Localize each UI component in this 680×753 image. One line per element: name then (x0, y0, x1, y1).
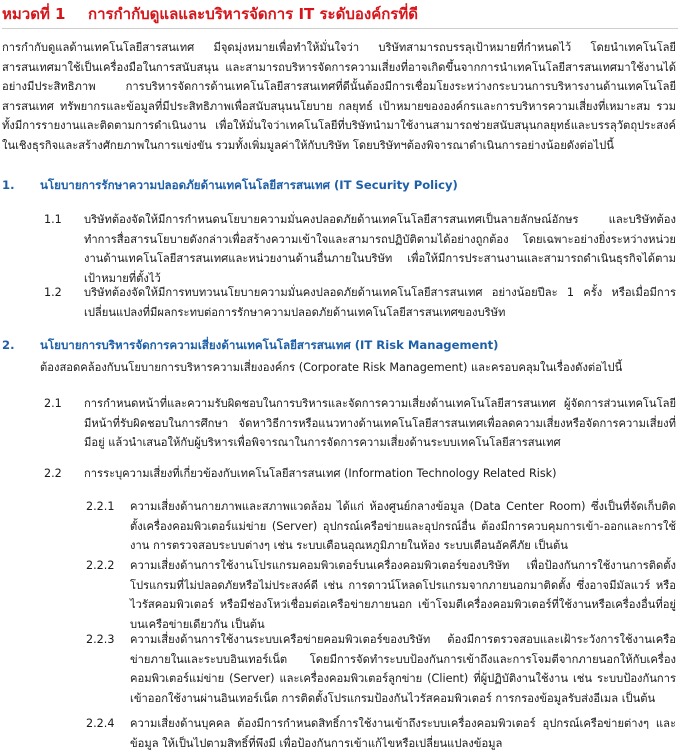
chapter-title: การกำกับดูแลและบริหารจัดการ IT ระดับองค์กรที่ดี (88, 5, 418, 23)
chapter-heading (2, 2, 678, 29)
section-2-lead: ต้องสอดคล้องกับนโยบายการบริหารความเสี่ยงองค์กร (Corporate Risk Management) และครอบคลุมในเรื่องดังต่อไปนี้ (40, 361, 623, 374)
section-1-title: นโยบายการรักษาความปลอดภัยด้านเทคโนโลยีสารสนเทศ (IT Security Policy) (40, 178, 458, 192)
section-1-number: 1. (2, 178, 15, 192)
intro-paragraph: การกำกับดูแลด้านเทคโนโลยีสารสนเทศ มีจุดมุ่งหมายเพื่อทำให้มั่นใจว่า บริษัทสามารถบรรลุเป้าหมายที่กำหนดไว้ โดยนำเทคโนโลยีสารสนเทศมาใช้เป็นเครื่องมือในการสนับสนุน และสามารถบริหารจัดการความเสี่ยงที่อาจเกิดขึ้นจากการนำเทคโนโลยีสารสนเทศมาใช้งานได้อย่างมีประสิทธิภาพ การบริหารจัดการด้านเทคโนโลยีสารสนเทศที่ดีนั้นต้องมีการเชื่อมโยงระหว่างกระบวนการบริหารงานด้านเทคโนโลยีสารสนเทศ ทรัพยากรและข้อมูลที่มีประสิทธิภาพเพื่อสนับสนุนนโยบาย กลยุทธ์ เป้าหมายขององค์กรและการบริหารความเสี่ยงที่เหมาะสม รวมทั้งมีการรายงานและติดตามการดำเนินงาน เพื่อให้มั่นใจว่าเทคโนโลยีที่บริษัทนำมาใช้งานสามารถช่วยสนับสนุนกลยุทธ์และบรรลุวัตถุประสงค์ในเชิงธุรกิจและสร้างศักยภาพในการแข่งขัน รวมทั้งเพิ่มมูลค่าให้กับบริษัท โดยบริษัทฯต้องพิจารณาดำเนินการอย่างน้อยดังต่อไปนี้ (2, 41, 676, 152)
item-2-2-number: 2.2 (44, 467, 62, 480)
item-1-1-text: บริษัทต้องจัดให้มีการกำหนดนโยบายความมั่นคงปลอดภัยด้านเทคโนโลยีสารสนเทศเป็นลายลักษณ์อักษร และบริษัทต้องทำการสื่อสารนโยบายดังกล่าวเพื่อสร้างความเข้าใจและสามารถปฏิบัติตามได้อย่างถูกต้อง โดยเฉพาะอย่างยิ่งระหว่างหน่วยงานด้านเทคโนโลยีสารสนเทศและหน่วยงานด้านอื่นภายในบริษัท เพื่อให้มีการประสานงานและสามารถดำเนินธุรกิจได้ตามเป้าหมายที่ตั้งไว้ (84, 213, 676, 285)
item-1-1-number: 1.1 (44, 213, 62, 226)
item-1-2-number: 1.2 (44, 286, 62, 299)
item-2-2-2-text: ความเสี่ยงด้านการใช้งานโปรแกรมคอมพิวเตอร์บนเครื่องคอมพิวเตอร์ของบริษัท เพื่อป้องกันการใช้งานการติดตั้งโปรแกรมที่ไม่ปลอดภัยหรือไม่ประสงค์ดี เช่น การดาวน์โหลดโปรแกรมจากภายนอกมาติดตั้ง ซึ่งอาจมีมัลแวร์ หรือไวรัสคอมพิวเตอร์ หรือมีช่องโหว่เชื่อมต่อเครือข่ายภายนอก เข้าโจมตีเครื่องคอมพิวเตอร์ที่ใช้งานหรือเครื่องอื่นที่อยู่บนเครือข่ายเดียวกัน เป็นต้น (130, 559, 676, 631)
item-2-2-text: การระบุความเสี่ยงที่เกี่ยวข้องกับเทคโนโลยีสารสนเทศ (Information Technology Related Risk) (84, 467, 557, 480)
item-2-2-2-number: 2.2.2 (86, 559, 115, 572)
item-1-2-text: บริษัทต้องจัดให้มีการทบทวนนโยบายความมั่นคงปลอดภัยด้านเทคโนโลยีสารสนเทศ อย่างน้อยปีละ 1 ครั้ง หรือเมื่อมีการเปลี่ยนแปลงที่มีผลกระทบต่อการรักษาความปลอดภัยด้านเทคโนโลยีสารสนเทศของบริษัท (84, 286, 676, 319)
item-2-2-3-text: ความเสี่ยงด้านการใช้งานระบบเครือข่ายคอมพิวเตอร์ของบริษัท ต้องมีการตรวจสอบและเฝ้าระวังการใช้งานเครือข่ายภายในและระบบอินเทอร์เน็ต โดยมีการจัดทำระบบป้องกันการเข้าถึงและการโจมตีจากภายนอกให้กับเครื่องคอมพิวเตอร์แม่ข่าย (Server) และเครื่องคอมพิวเตอร์ลูกข่าย (Client) ที่ผู้ปฏิบัติงานใช้งาน เช่น ระบบป้องกันการเข้าออกใช้งานผ่านอินเทอร์เน็ต การติดตั้งโปรแกรมป้องกันไวรัสคอมพิวเตอร์ การกรองข้อมูลรับส่งอีเมล เป็นต้น (130, 633, 676, 705)
item-2-2-1-text: ความเสี่ยงด้านกายภาพและสภาพแวดล้อม ได้แก่ ห้องศูนย์กลางข้อมูล (Data Center Room) ซึ่งเป็นที่จัดเก็บติดตั้งเครื่องคอมพิวเตอร์แม่ข่าย (Server) อุปกรณ์เครือข่ายและอุปกรณ์อื่น ต้องมีการควบคุมการเข้า-ออกและการใช้งาน การตรวจสอบระบบต่างๆ เช่น ระบบเตือนอุณหภูมิภายในห้อง ระบบเตือนอัคคีภัย เป็นต้น (130, 500, 676, 553)
item-2-2-4-number: 2.2.4 (86, 717, 115, 730)
section-2-number: 2. (2, 338, 15, 352)
section-2-title: นโยบายการบริหารจัดการความเสี่ยงด้านเทคโนโลยีสารสนเทศ (IT Risk Management) (40, 338, 499, 352)
chapter-number: หมวดที่ 1 (2, 5, 66, 23)
item-2-1-text: การกำหนดหน้าที่และความรับผิดชอบในการบริหารและจัดการความเสี่ยงด้านเทคโนโลยีสารสนเทศ ผู้จัดการส่วนเทคโนโลยีมีหน้าที่รับผิดชอบในการศึกษา จัดหาวิธีการหรือแนวทางด้านเทคโนโลยีสารสนเทศเพื่อลดความเสี่ยงหรือจัดการความเสี่ยงที่มีอยู่ แล้วนำเสนอให้กับผู้บริหารเพื่อพิจารณาในการจัดการความเสี่ยงด้านระบบเทคโนโลยีสารสนเทศ (84, 397, 676, 450)
item-2-1-number: 2.1 (44, 397, 62, 410)
item-2-2-1-number: 2.2.1 (86, 500, 115, 513)
item-2-2-3-number: 2.2.3 (86, 633, 115, 646)
item-2-2-4-text: ความเสี่ยงด้านบุคคล ต้องมีการกำหนดสิทธิ์การใช้งานเข้าถึงระบบเครื่องคอมพิวเตอร์ อุปกรณ์เครือข่ายต่างๆ และข้อมูล ให้เป็นไปตามสิทธิ์ที่พึงมี เพื่อป้องกันการเข้าแก้ไขหรือเปลี่ยนแปลงข้อมูล (130, 717, 676, 750)
